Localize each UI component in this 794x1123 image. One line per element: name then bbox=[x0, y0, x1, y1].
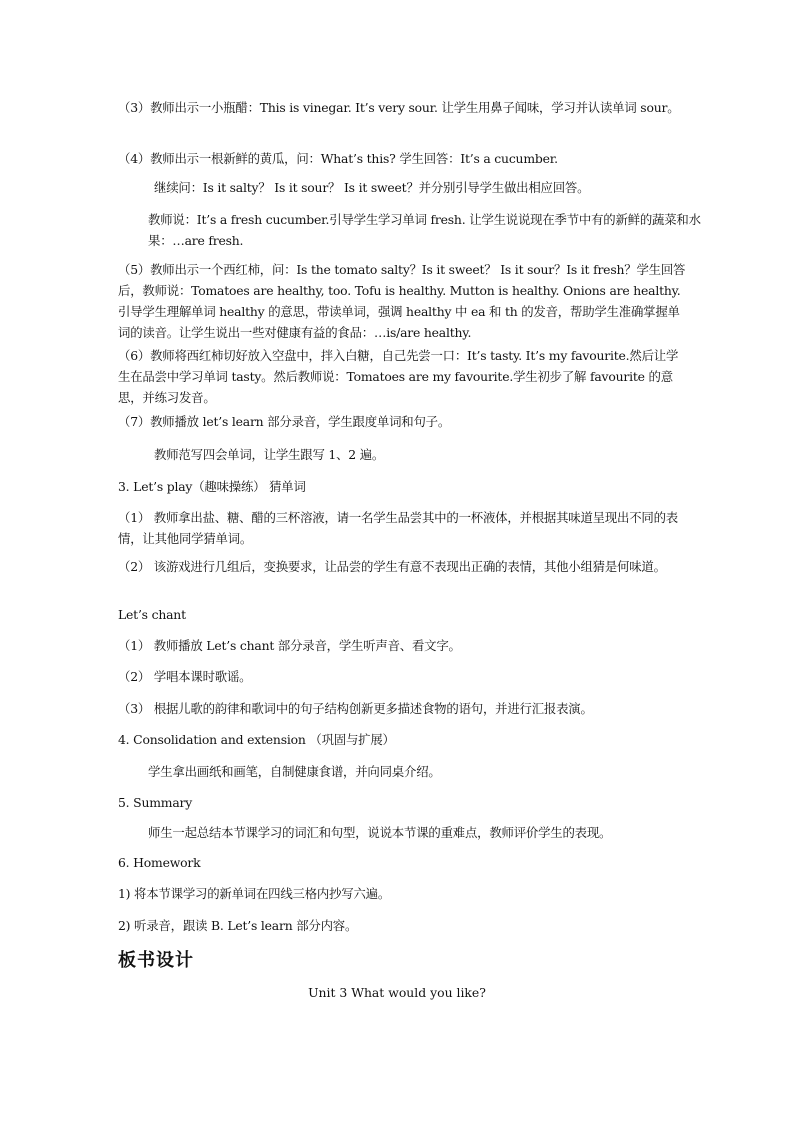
paragraph-teacher-writes: 教师范写四会单词，让学生跟写 1、2 遍。 bbox=[154, 447, 385, 462]
paragraph-consolidation: 学生拿出画纸和画笔，自制健康食谱，并向同桌介绍。 bbox=[148, 764, 441, 779]
section-summary: 5. Summary bbox=[118, 795, 193, 810]
section-lets-chant: Let’s chant bbox=[118, 607, 186, 622]
section-consolidation: 4. Consolidation and extension （巩固与扩展） bbox=[118, 732, 395, 747]
homework-item-2: 2) 听录音，跟读 B. Let’s learn 部分内容。 bbox=[118, 918, 358, 933]
paragraph-step-5: （5）教师出示一个西红柿，问：Is the tomato salty？Is it sweet？ Is it sour？Is it fresh？学生回答后，教师说：Tomatoes are healthy, too. Tofu is healthy. Mutton is healthy. Onions are healthy. 引导学生理解单词 healthy 的意思，带读单词，强调 healthy 中 ea 和 th 的发音，帮助学生准确掌握单词的读音。让学生说出一些对健康有益的食品：…is/are healthy. bbox=[118, 262, 686, 340]
board-design-heading: 板书设计 bbox=[118, 950, 194, 971]
paragraph-step-7: （7）教师播放 let’s learn 部分录音，学生跟度单词和句子。 bbox=[118, 414, 451, 429]
paragraph-step-4: （4）教师出示一根新鲜的黄瓜，问：What’s this? 学生回答：It’s a cucumber. bbox=[118, 151, 558, 166]
paragraph-play-2: （2） 该游戏进行几组后，变换要求，让品尝的学生有意不表现出正确的表情，其他小组猜是何味道。 bbox=[118, 559, 666, 574]
section-lets-play: 3. Let’s play（趣味操练） 猜单词 bbox=[118, 479, 306, 494]
paragraph-step-6: （6）教师将西红柿切好放入空盘中，拌入白糖，自己先尝一口：It’s tasty. It’s my favourite.然后让学生在品尝中学习单词 tasty。然后教师说：Tomatoes are my favourite.学生初步了解 favourite 的意思，并练习发音。 bbox=[118, 348, 679, 405]
paragraph-chant-1: （1） 教师播放 Let’s chant 部分录音，学生听声音、看文字。 bbox=[118, 638, 461, 653]
paragraph-chant-3: （3） 根据儿歌的韵律和歌词中的句子结构创新更多描述食物的语句，并进行汇报表演。 bbox=[118, 701, 593, 716]
paragraph-continue-ask: 继续问：Is it salty？ Is it sour？ Is it sweet？并分别引导学生做出相应回答。 bbox=[154, 180, 590, 195]
section-homework: 6. Homework bbox=[118, 855, 201, 870]
paragraph-chant-2: （2） 学唱本课时歌谣。 bbox=[118, 669, 252, 684]
paragraph-teacher-says-fresh: 教师说：It’s a fresh cucumber.引导学生学习单词 fresh. 让学生说说现在季节中有的新鲜的蔬菜和水果：…are fresh. bbox=[148, 212, 701, 248]
homework-item-1: 1) 将本节课学习的新单词在四线三格内抄写六遍。 bbox=[118, 886, 391, 901]
paragraph-summary: 师生一起总结本节课学习的词汇和句型，说说本节课的重难点，教师评价学生的表现。 bbox=[148, 825, 612, 840]
board-title: Unit 3 What would you like? bbox=[308, 985, 486, 1000]
paragraph-step-3: （3）教师出示一小瓶醋：This is vinegar. It’s very sour. 让学生用鼻子闻味，学习并认读单词 sour。 bbox=[118, 100, 680, 115]
paragraph-play-1: （1） 教师拿出盐、糖、醋的三杯溶液，请一名学生品尝其中的一杯液体，并根据其味道呈现出不同的表情，让其他同学猜单词。 bbox=[118, 510, 678, 546]
